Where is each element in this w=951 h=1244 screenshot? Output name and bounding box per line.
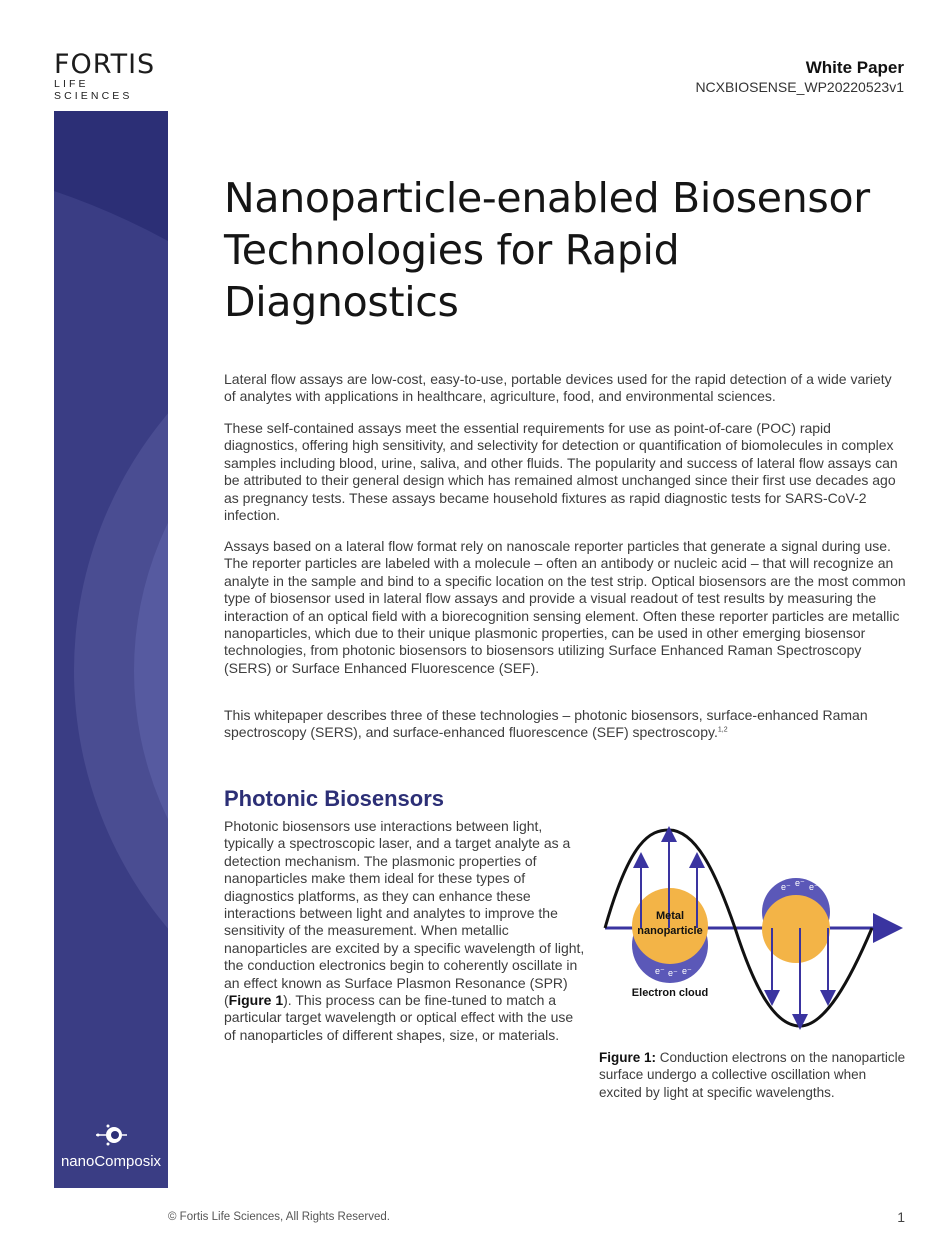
- label-nanoparticle: nanoparticle: [637, 925, 703, 937]
- section-heading: Photonic Biosensors: [224, 786, 445, 811]
- electron-6: e⁻: [809, 882, 819, 892]
- electron-2: e⁻: [668, 968, 678, 978]
- intro-paragraph-2: These self-contained assays meet the essential requirements for use as point-of-care (POC) rapid diagnostics, offering high sensitivity, and selectivity for detection or quantification of biomolecules in complex samples including blood, urine, saliva, and other fluids. The popularity and success of lateral flow assays can be attributed to their general design which has remained almost unchanged since their first use decades ago as pregnancy tests. These assays became household fixtures as rapid diagnostic tests for SARS-CoV-2 infection.: [224, 420, 898, 524]
- citation-superscript: 1,2: [717, 726, 728, 734]
- document-header: [695, 58, 904, 96]
- figure-caption: [599, 1049, 909, 1101]
- label-electron-cloud: Electron cloud: [631, 987, 709, 999]
- page-number: 1: [897, 1209, 905, 1225]
- spr-figure: [600, 820, 910, 1040]
- caption-label: Figure 1:: [599, 1050, 657, 1065]
- document-code: NCXBIOSENSE_WP20220523v1: [695, 79, 904, 95]
- intro-paragraph-4: [224, 707, 906, 742]
- electron-5: e⁻: [795, 878, 805, 888]
- section-body-text-end: ). This process can be fine-tuned to match a particular target wavelength or optical effect with the use of nanoparticles of different shapes, size, or materials.: [224, 992, 574, 1043]
- paragraph-4-text: This whitepaper describes three of these technologies – photonic biosensors, surface-enhanced Raman spectroscopy (SERS), and surface-enhanced fluorescence (SEF) spectroscopy.: [224, 707, 868, 741]
- caption-text: Conduction electrons on the nanoparticle surface undergo a collective oscillation when excited by light at specific wavelengths.: [599, 1050, 906, 1100]
- nanocomposix-icon: [94, 1123, 128, 1147]
- logo-wordmark: FORTIS: [54, 49, 156, 80]
- electron-1: e⁻: [655, 966, 665, 976]
- electron-3: e⁻: [682, 966, 692, 976]
- side-band: [54, 111, 168, 1188]
- intro-paragraph-3: Assays based on a lateral flow format rely on nanoscale reporter particles that generate a signal during use. The reporter particles are labeled with a molecule – often an antibody or nucleic acid – that will recognize an analyte in the sample and bind to a specific location on the test strip. Optical biosensors are the most common type of biosensor used in lateral flow assays and provide a visual readout of test results by measuring the interaction of an optical field with a biorecognition sensing element. Often these reporter particles are metallic nanoparticles, which due to their unique plasmonic properties, can be used in other emerging biosensor technologies, from photonic biosensors to biosensors utilizing Surface Enhanced Raman Spectroscopy (SERS) or Surface Enhanced Fluorescence (SEF).: [224, 538, 906, 676]
- intro-paragraph-1: Lateral flow assays are low-cost, easy-to-use, portable devices used for the rapid detection of a wide variety of analytes with applications in healthcare, agriculture, food, and environmental sciences.: [224, 371, 892, 405]
- electron-4: e⁻: [781, 882, 791, 892]
- document-type: White Paper: [805, 58, 904, 77]
- label-metal: Metal: [655, 910, 685, 922]
- band-decoration: [54, 111, 168, 1188]
- section-body: [224, 818, 586, 1044]
- footer-copyright: © Fortis Life Sciences, All Rights Reserved.: [168, 1211, 390, 1223]
- nanocomposix-brand: nanoComposix: [60, 1153, 162, 1170]
- figure-reference: Figure 1: [228, 992, 284, 1009]
- fortis-logo: [54, 49, 170, 102]
- page-title: Nanoparticle-enabled Biosensor Technologies for Rapid Diagnostics: [224, 174, 870, 326]
- section-body-text: Photonic biosensors use interactions between light, typically a spectroscopic laser, and a target analyte as a detection mechanism. The plasmonic properties of nanoparticles make them ideal for these types of diagnostics platforms, as they can enhance these interactions between light and analytes to improve the sensitivity of the measurement. When metallic nanoparticles are excited by a specific wavelength of light, the conduction electronics begin to coherently oscillate in an effect known as Surface Plasmon Resonance (SPR) (: [224, 818, 585, 1009]
- logo-tagline: LIFE SCIENCES: [54, 78, 133, 102]
